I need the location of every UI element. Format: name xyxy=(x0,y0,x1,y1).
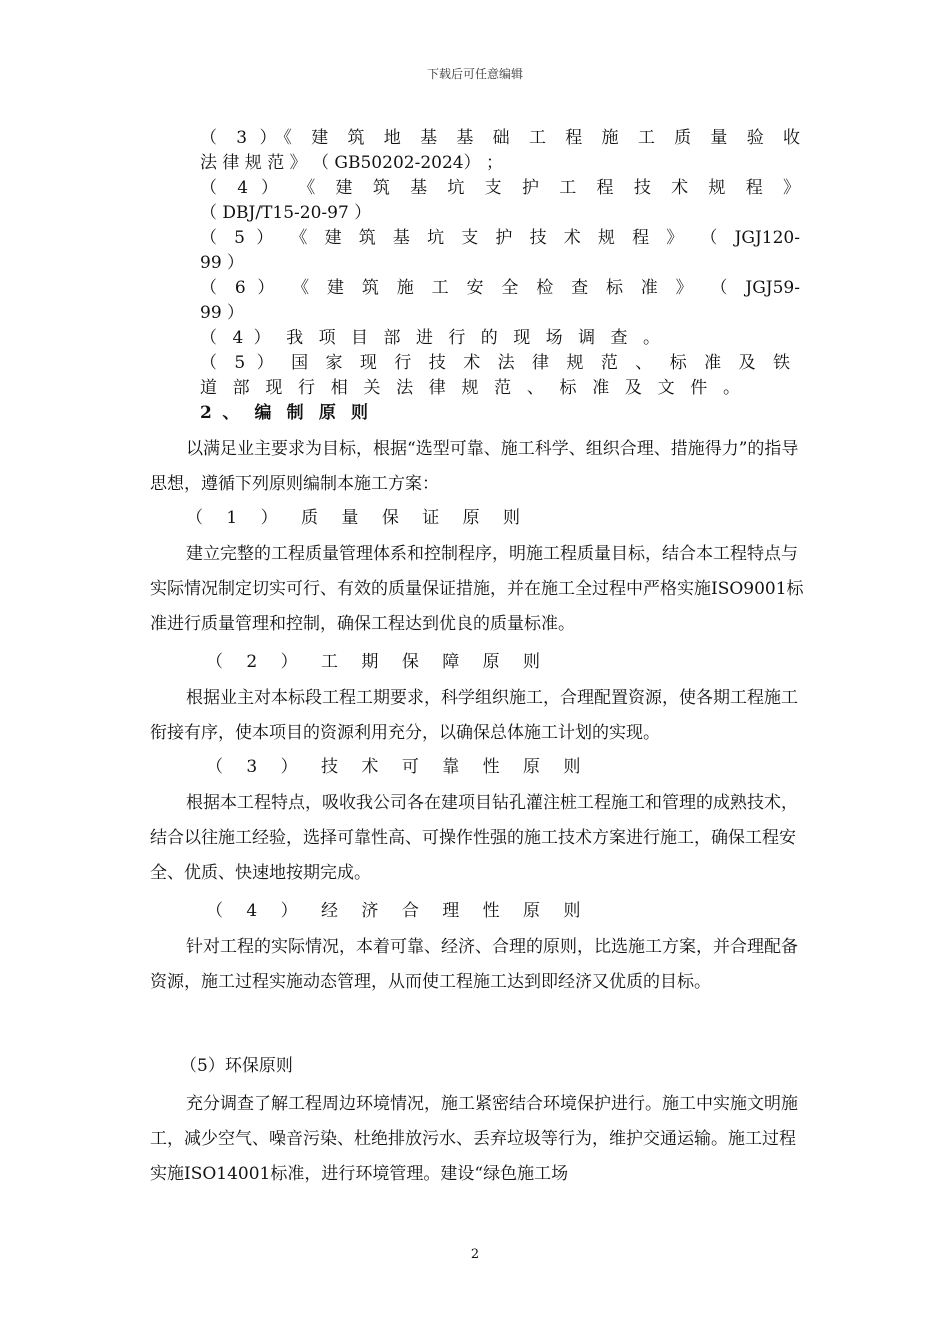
principle-title-5: （5）环保原则 xyxy=(180,1056,293,1076)
ref-line-2: 法 律 规 范 》 （ GB50202-2024） ； xyxy=(200,153,503,173)
page-header: 下载后可任意编辑 xyxy=(426,67,523,81)
page-number: 2 xyxy=(470,1247,480,1262)
ref-line-11: 道 部 现 行 相 关 法 律 规 范 、 标 准 及 文 件 。 xyxy=(200,378,740,398)
principle-text-3: 根据本工程特点，吸收我公司各在建项目钻孔灌注桩工程施工和管理的成熟技术，结合以往施工经验，选择可靠性高、可操作性强的施工技术方案进行施工，确保工程安全、优质、快速地按期完成。 xyxy=(150,793,798,883)
principle-text-1: 建立完整的工程质量管理体系和控制程序，明施工程质量目标，结合本工程特点与实际情况制定切实可行、有效的质量保证措施，并在施工全过程中严格实施ISO9001标准进行质量管理和控制，确保工程达到优良的质量标准。 xyxy=(150,544,804,634)
ref-line-9: （ 4 ） 我 项 目 部 进 行 的 现 场 调 查 。 xyxy=(200,328,660,348)
ref-line-8: 99 ） xyxy=(200,303,245,323)
intro-paragraph: 以满足业主要求为目标，根据“选型可靠、施工科学、组织合理、措施得力”的指导思想，遵循下列原则编制本施工方案： xyxy=(150,439,799,494)
ref-line-3: （ 4 ） 《 建 筑 基 坑 支 护 工 程 技 术 规 程 》 xyxy=(200,178,800,198)
ref-line-4: （ DBJ/T15-20-97 ） xyxy=(200,203,372,223)
ref-line-1: （ 3 ）《 建 筑 地 基 基 础 工 程 施 工 质 量 验 收 xyxy=(200,128,800,148)
ref-line-7: （ 6 ） 《 建 筑 施 工 安 全 检 查 标 准 》 （ JGJ59- xyxy=(200,278,800,298)
principle-title-3: （ 3 ） 技 术 可 靠 性 原 则 xyxy=(206,757,590,777)
principle-title-1: （ 1 ） 质 量 保 证 原 则 xyxy=(186,508,530,528)
ref-line-5: （ 5 ） 《 建 筑 基 坑 支 护 技 术 规 程 》 （ JGJ120- xyxy=(200,228,800,248)
ref-line-6: 99 ） xyxy=(200,253,245,273)
ref-line-10: （ 5 ） 国 家 现 行 技 术 法 律 规 范 、 标 准 及 铁 xyxy=(200,353,790,373)
principle-text-5: 充分调查了解工程周边环境情况，施工紧密结合环境保护进行。施工中实施文明施工，减少空气、噪音污染、杜绝排放污水、丢弃垃圾等行为，维护交通运输。施工过程实施ISO14001标准，进行环境管理。建设“绿色施工场 xyxy=(150,1094,798,1184)
principle-title-4: （ 4 ） 经 济 合 理 性 原 则 xyxy=(206,901,590,921)
principle-text-2: 根据业主对本标段工程工期要求，科学组织施工，合理配置资源，使各期工程施工衔接有序，使本项目的资源利用充分，以确保总体施工计划的实现。 xyxy=(150,688,798,743)
section-heading: 2 、 编 制 原 则 xyxy=(200,403,368,423)
principle-text-4: 针对工程的实际情况，本着可靠、经济、合理的原则，比选施工方案，并合理配备资源，施工过程实施动态管理，从而使工程施工达到即经济又优质的目标。 xyxy=(150,937,798,992)
principle-title-2: （ 2 ） 工 期 保 障 原 则 xyxy=(206,652,550,672)
